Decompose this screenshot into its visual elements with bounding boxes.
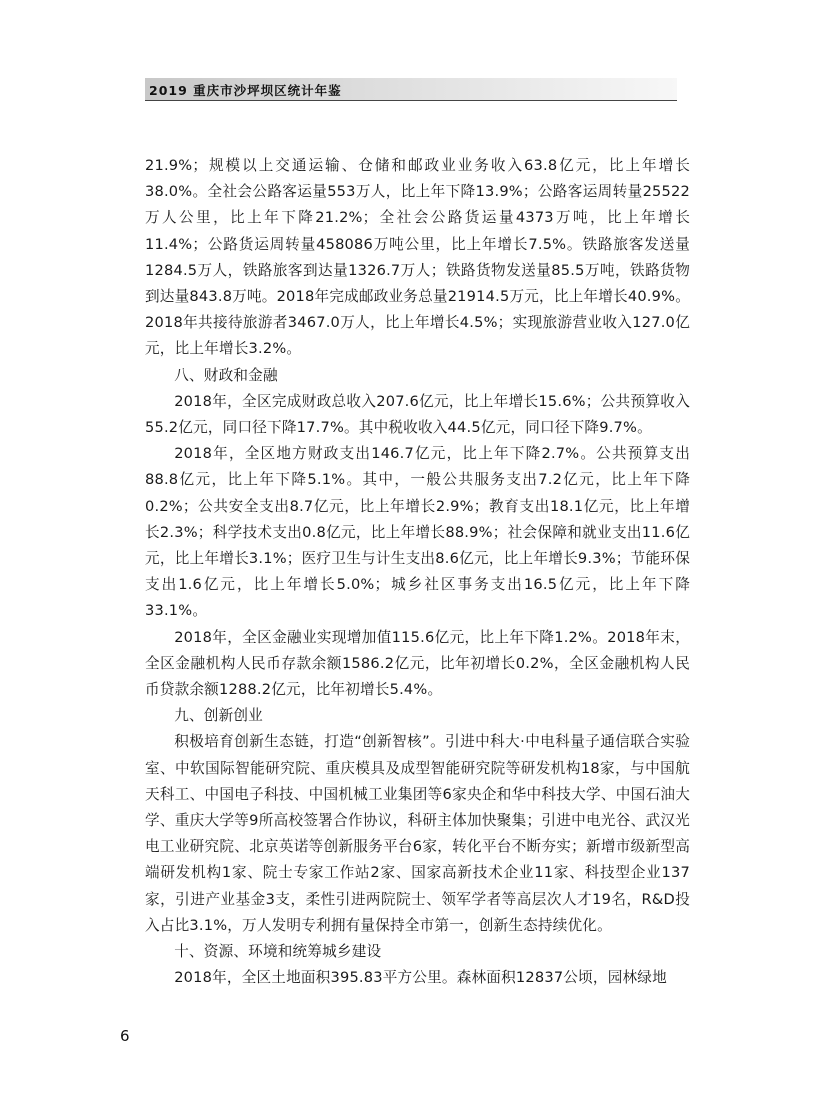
page-number: 6: [120, 1027, 130, 1045]
paragraph-fiscal-revenue: 2018年，全区完成财政总收入207.6亿元，比上年增长15.6%；公共预算收入55.2亿元，同口径下降17.7%。其中税收收入44.5亿元，同口径下降9.7%。: [145, 392, 690, 437]
header-title: 2019 重庆市沙坪坝区统计年鉴: [149, 83, 342, 98]
paragraph-innovation: 积极培育创新生态链，打造“创新智核”。引进中科大·中电科量子通信联合实验室、中软国际智能研究院、重庆模具及成型智能研究院等研发机构18家，与中国航天科工、中国电子科技、中国机械工业集团等6家央企和华中科技大学、中国石油大学、重庆大学等9所高校签署合作协议，科研主体加快聚集；引进中电光谷、武汉光电工业研究院、北京英诺等创新服务平台6家，转化平台不断夯实；新增市级新型高端研发机构1家、院士专家工作站2家、国家高新技术企业11家、科技型企业137家，引进产业基金3支，柔性引进两院院士、领军学者等高层次人才19名，R&D投入占比3.1%，万人发明专利拥有量保持全市第一，创新生态持续优化。: [145, 733, 690, 934]
paragraph-fiscal-expenditure: 2018年，全区地方财政支出146.7亿元，比上年下降2.7%。公共预算支出88.8亿元，比上年下降5.1%。其中，一般公共服务支出7.2亿元，比上年下降0.2%；公共安全支出8.7亿元，比上年增长2.9%；教育支出18.1亿元，比上年增长2.3%；科学技术支出0.8亿元，比上年增长88.9%；社会保障和就业支出11.6亿元，比上年增长3.1%；医疗卫生与计生支出8.6亿元，比上年增长9.3%；节能环保支出1.6亿元，比上年增长5.0%；城乡社区事务支出16.5亿元，比上年下降33.1%。: [145, 445, 690, 620]
section-heading-resources: 十、资源、环境和统筹城乡建设: [174, 943, 382, 961]
running-header: [145, 78, 677, 101]
paragraph-transport-tourism: 21.9%；规模以上交通运输、仓储和邮政业业务收入63.8亿元，比上年增长38.0%。全社会公路客运量553万人，比上年下降13.9%；公路客运周转量25522万人公里，比上年下降21.2%；全社会公路货运量4373万吨，比上年增长11.4%；公路货运周转量458086万吨公里，比上年增长7.5%。铁路旅客发送量1284.5万人，铁路旅客到达量1326.7万人；铁路货物发送量85.5万吨，铁路货物到达量843.8万吨。2018年完成邮政业务总量21914.5万元，比上年增长40.9%。2018年共接待旅游者3467.0万人，比上年增长4.5%；实现旅游营业收入127.0亿元，比上年增长3.2%。: [145, 157, 690, 358]
body-text: [145, 153, 690, 992]
section-heading-innovation: 九、创新创业: [174, 707, 263, 725]
paragraph-financial-industry: 2018年，全区金融业实现增加值115.6亿元，比上年下降1.2%。2018年末，全区金融机构人民币存款余额1586.2亿元，比年初增长0.2%，全区金融机构人民币贷款余额1288.2亿元，比年初增长5.4%。: [145, 628, 690, 699]
section-heading-finance: 八、财政和金融: [174, 366, 278, 384]
paragraph-land-area: 2018年，全区土地面积395.83平方公里。森林面积12837公顷，园林绿地: [174, 969, 667, 987]
